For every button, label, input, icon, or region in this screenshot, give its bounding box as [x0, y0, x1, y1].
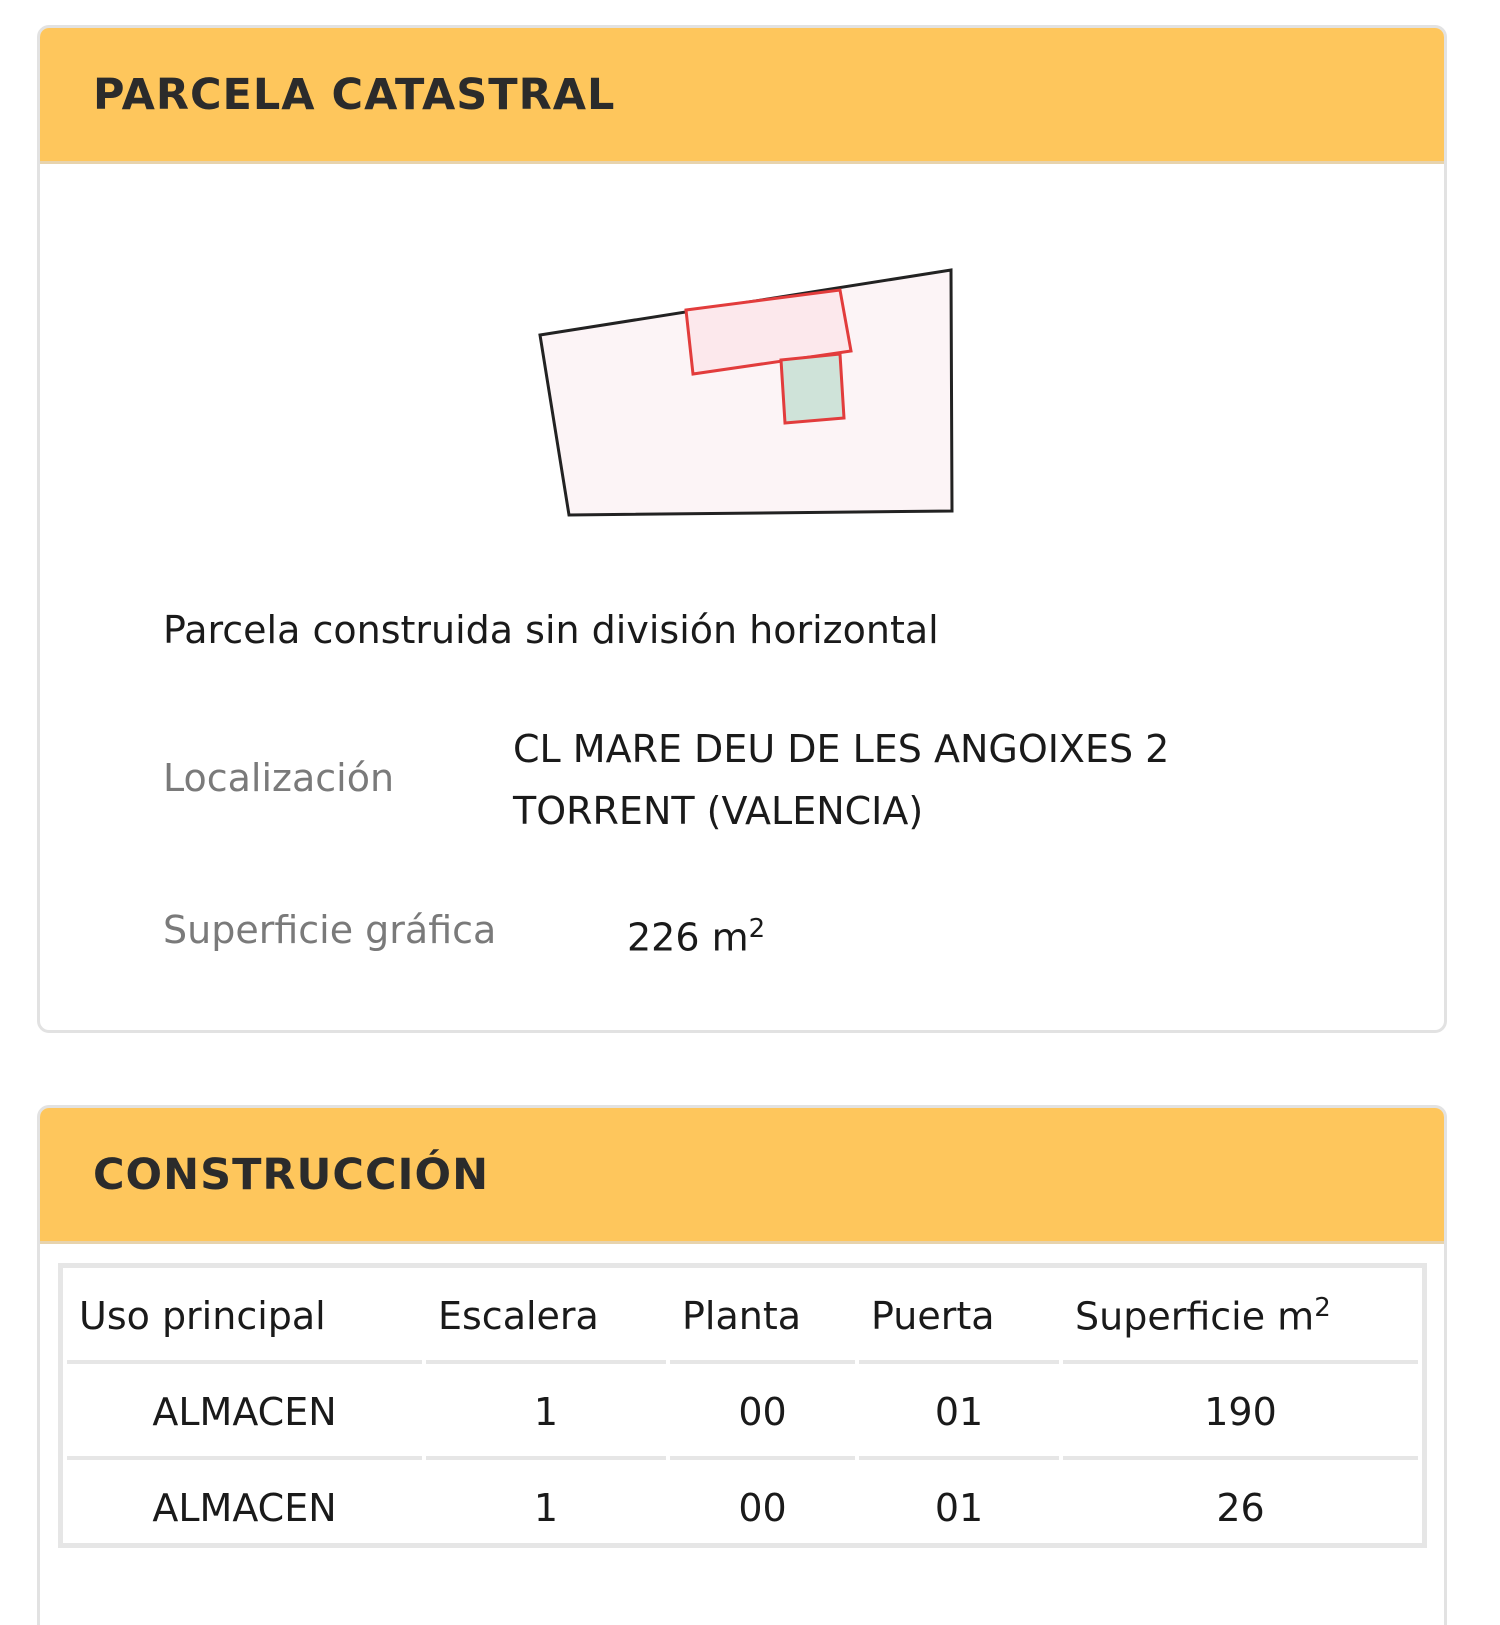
parcel-description: Parcela construida sin división horizontal [163, 608, 939, 652]
localizacion-label: Localización [163, 756, 395, 800]
localizacion-line1: CL MARE DEU DE LES ANGOIXES 2 [513, 727, 1170, 771]
parcel-plot [40, 28, 1447, 1028]
construccion-table [63, 1268, 1422, 1556]
table-header-row [67, 1272, 1418, 1364]
table-row [67, 1368, 1418, 1460]
superficie-grafica-value [627, 898, 765, 969]
cell-uso: ALMACEN [152, 1486, 337, 1530]
cell-escalera: 1 [533, 1486, 559, 1530]
cell-uso: ALMACEN [67, 1368, 422, 1460]
col-superficie [1063, 1272, 1418, 1364]
construccion-title: CONSTRUCCIÓN [93, 1149, 490, 1200]
cell-planta: 00 [738, 1486, 787, 1530]
cell-puerta: 01 [934, 1486, 984, 1530]
cell-superficie: 26 [1216, 1486, 1265, 1530]
cell-planta: 00 [670, 1368, 855, 1460]
cell-puerta: 01 [859, 1368, 1059, 1460]
col-superficie-exp: 2 [1314, 1293, 1331, 1324]
cell-escalera: 1 [426, 1368, 666, 1460]
superficie-number: 226 m [627, 915, 749, 960]
localizacion-line2: TORRENT (VALENCIA) [513, 789, 924, 833]
construccion-header [40, 1108, 1444, 1244]
construccion-table-wrap [58, 1263, 1427, 1548]
col-uso-principal: Uso principal [67, 1272, 422, 1364]
superficie-exp: 2 [748, 914, 766, 944]
parcela-title: PARCELA CATASTRAL [93, 69, 616, 120]
parcela-catastral-card [37, 25, 1447, 1033]
localizacion-value [513, 718, 1169, 842]
col-superficie-label: Superficie m [1075, 1294, 1315, 1339]
col-escalera: Escalera [426, 1272, 666, 1364]
col-puerta: Puerta [859, 1272, 1059, 1364]
building-annex [781, 354, 844, 423]
superficie-grafica-label: Superficie gráfica [163, 908, 497, 952]
col-planta: Planta [670, 1272, 855, 1364]
construccion-card [37, 1105, 1447, 1625]
cell-superficie: 190 [1063, 1368, 1418, 1460]
table-row [67, 1464, 1418, 1552]
